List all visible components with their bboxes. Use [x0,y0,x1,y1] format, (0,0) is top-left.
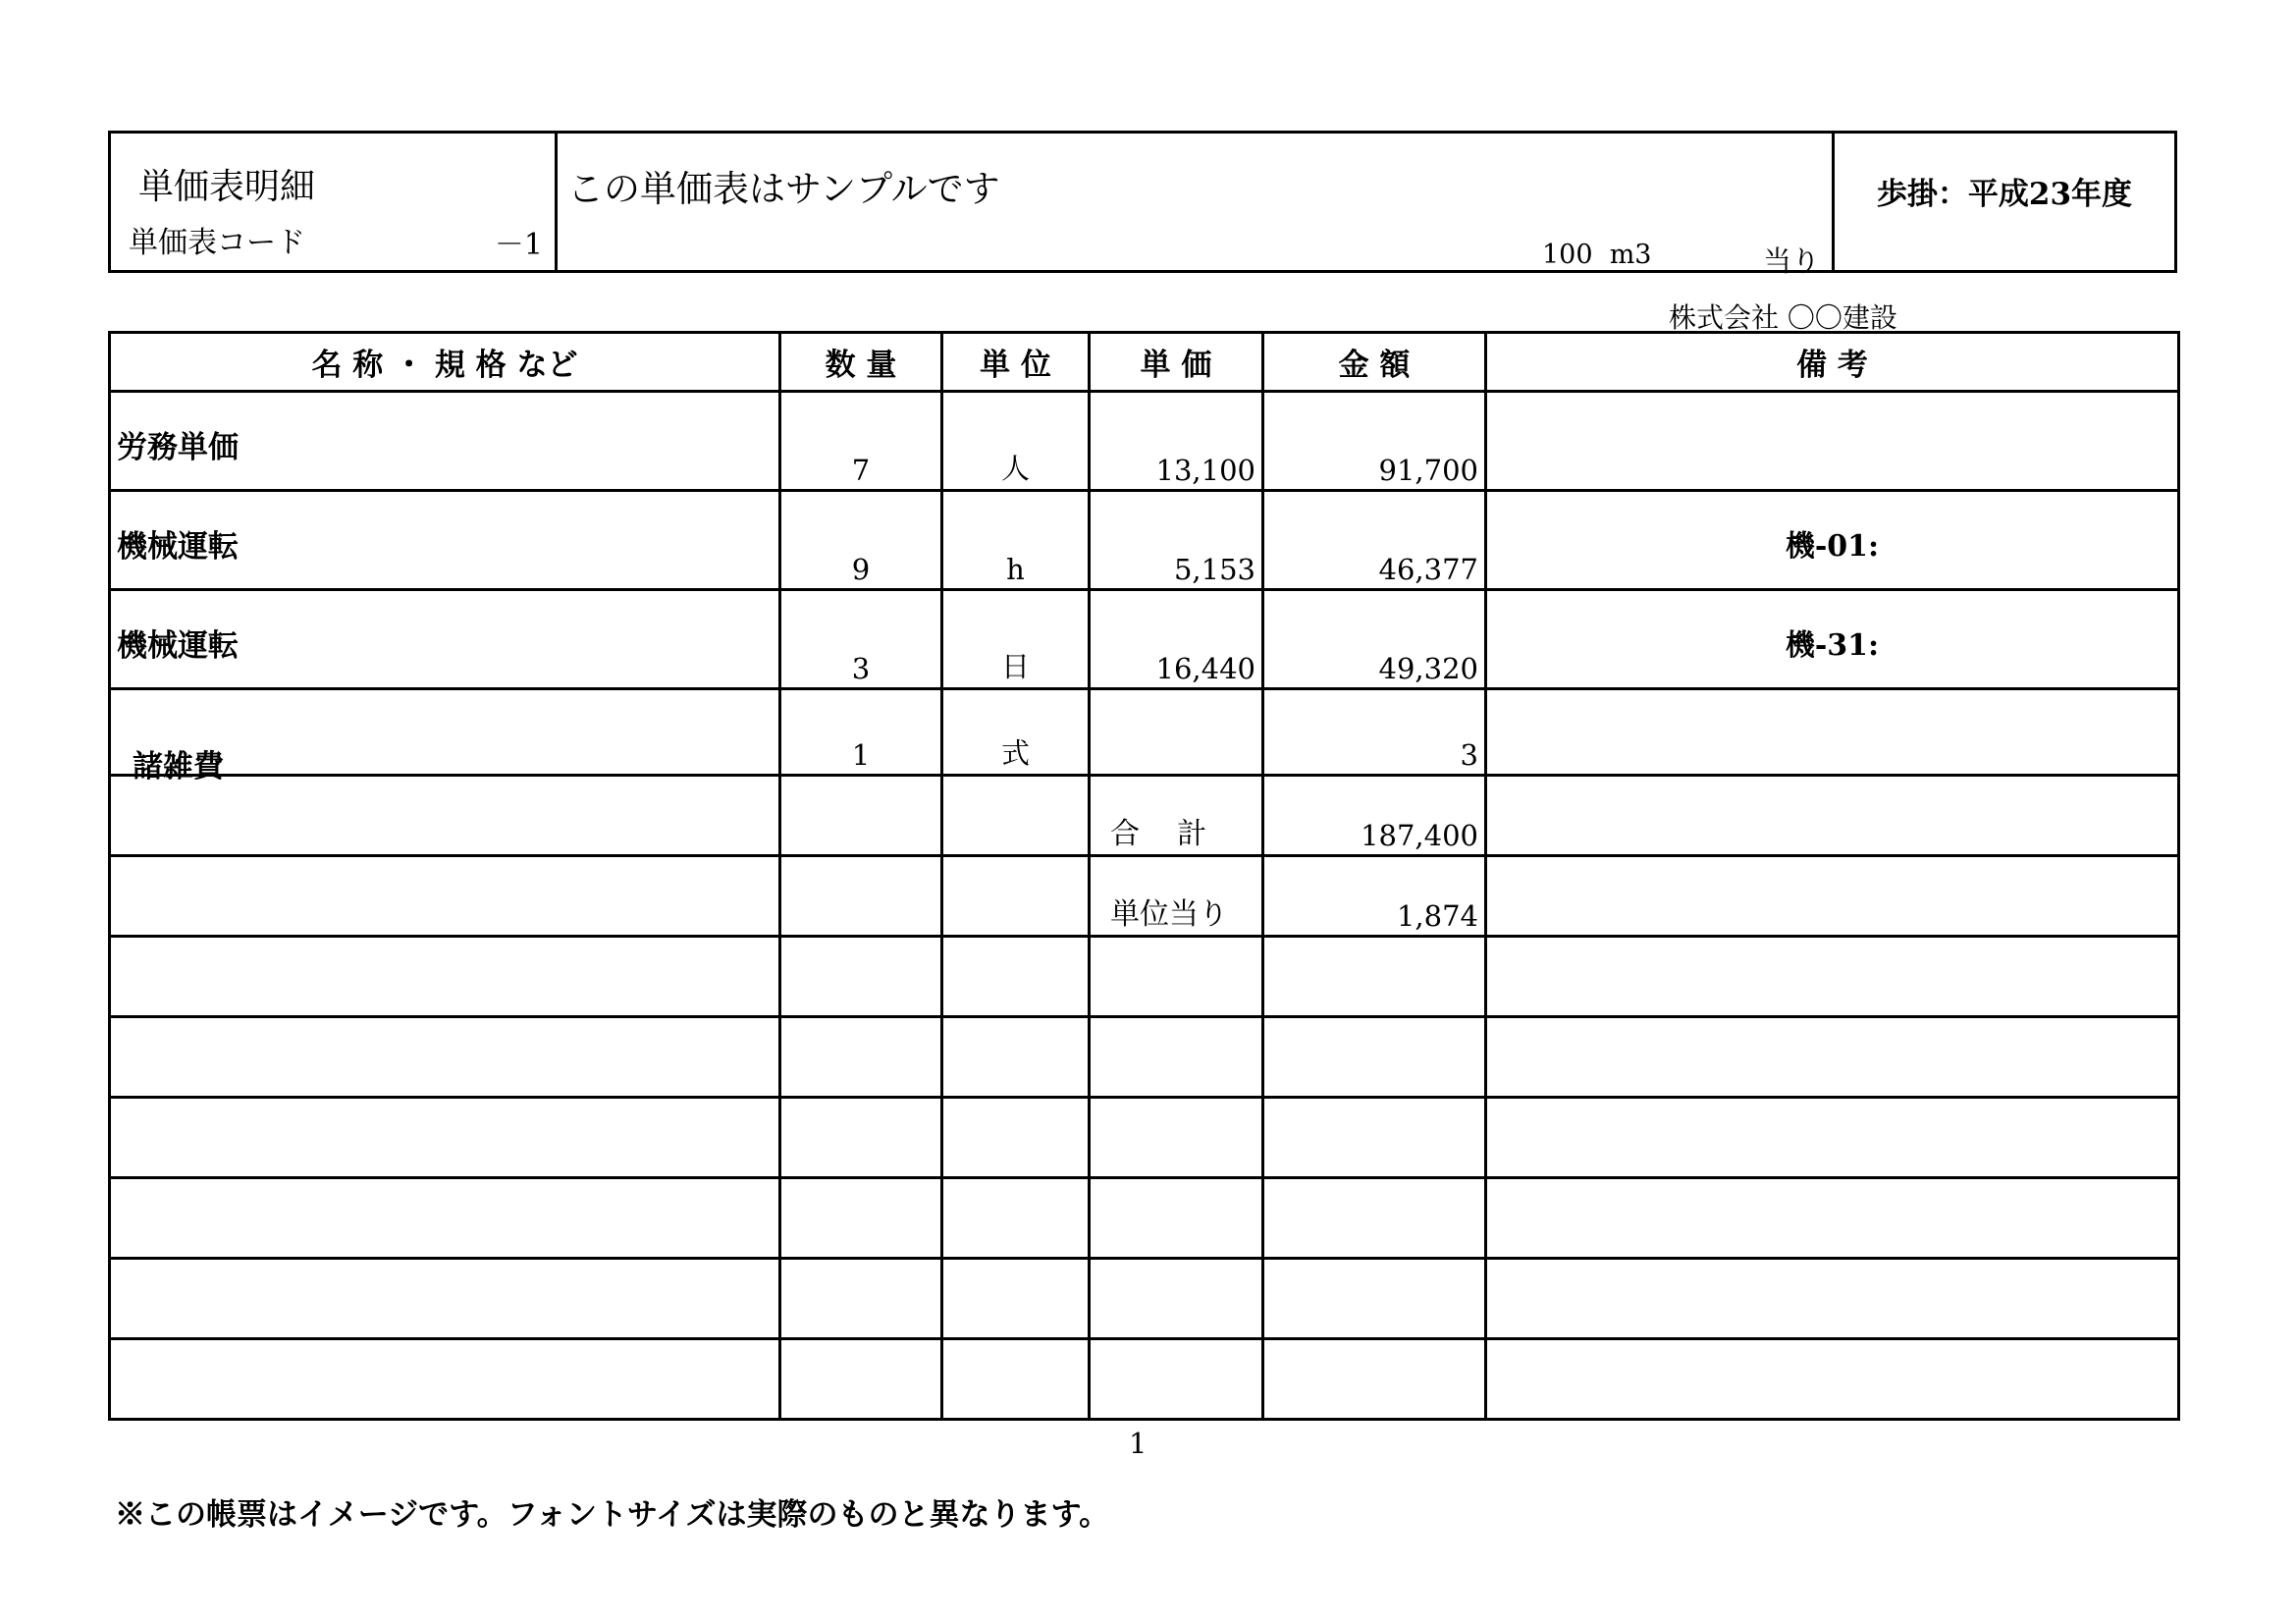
empty-cell [1486,856,2179,937]
empty-cell [110,1339,780,1420]
item-remarks: 機-31: [1785,628,1880,663]
empty-cell [780,856,942,937]
header-box [108,131,2177,278]
header-unit: 単 位 [942,333,1090,392]
row-name-cell [110,590,780,689]
header-title-cell [111,134,558,270]
row-qty-cell [780,590,942,689]
empty-row [110,937,2179,1017]
sample-notice: この単価表はサンプルです [567,168,1000,210]
empty-cell [942,1098,1090,1178]
empty-cell [110,1017,780,1098]
table-row [110,491,2179,590]
total-label-cell [1090,776,1263,856]
row-price-cell [1090,491,1263,590]
page-number: 1 [1129,1427,1148,1460]
empty-cell [110,937,780,1017]
item-amount: 3 [1460,738,1478,772]
empty-cell [942,1339,1090,1420]
row-amount-cell [1263,590,1486,689]
empty-cell [1263,937,1486,1017]
header-quantity: 数 量 [780,333,942,392]
item-unit: 日 [1000,650,1030,683]
per-label: 当り [1762,244,1820,278]
total-row [110,776,2179,856]
total-amount-cell [1263,776,1486,856]
empty-cell [1090,1259,1263,1339]
code-value: －1 [494,228,543,262]
empty-cell [1486,937,2179,1017]
item-name: 諸雑費 [133,749,224,784]
item-unit: 式 [1000,736,1030,770]
item-remarks: 機-01: [1785,529,1880,564]
per-unit-label: 単位当り [1110,897,1228,932]
item-unit-price: 13,100 [1155,454,1255,487]
empty-row [110,1017,2179,1098]
table-row [110,590,2179,689]
empty-row [110,1339,2179,1420]
empty-cell [780,1259,942,1339]
unit-quantity: 100 m3 [1542,240,1652,270]
empty-cell [110,1178,780,1259]
empty-cell [780,937,942,1017]
empty-cell [1263,1098,1486,1178]
header-description-cell [558,134,1835,278]
empty-cell [1263,1178,1486,1259]
item-amount: 49,320 [1378,652,1478,685]
item-quantity: 1 [851,738,871,772]
empty-row [110,1178,2179,1259]
empty-cell [1486,1098,2179,1178]
row-remarks-cell [1486,689,2179,776]
table-header-row [110,333,2179,392]
total-label: 合 計 [1110,817,1207,851]
row-remarks-cell [1486,392,2179,491]
per-unit-row [110,856,2179,937]
empty-row [110,1259,2179,1339]
per-unit-amount-cell [1263,856,1486,937]
rate-year: 歩掛：平成23年度 [1876,177,2133,212]
header-unit-price: 単 価 [1090,333,1263,392]
empty-cell [110,1098,780,1178]
row-qty-cell [780,491,942,590]
empty-cell [1263,1339,1486,1420]
empty-cell [110,1259,780,1339]
item-unit-price: 16,440 [1155,652,1255,685]
item-amount: 46,377 [1378,553,1478,586]
total-amount: 187,400 [1361,819,1478,852]
code-label: 単価表コード [129,226,305,260]
row-qty-cell [780,392,942,491]
empty-cell [1263,1259,1486,1339]
empty-cell [780,1017,942,1098]
per-unit-amount: 1,874 [1396,899,1478,933]
empty-cell [1486,1259,2179,1339]
row-remarks-cell [1486,590,2179,689]
item-unit: h [1006,553,1025,586]
empty-cell [1486,776,2179,856]
item-name: 機械運転 [117,529,239,565]
item-quantity: 7 [851,454,871,487]
item-amount: 91,700 [1378,454,1478,487]
empty-cell [1263,1017,1486,1098]
row-qty-cell [780,689,942,776]
empty-cell [780,776,942,856]
table-row [110,392,2179,491]
row-price-cell [1090,689,1263,776]
document-title: 単価表明細 [138,167,316,207]
row-unit-cell [942,491,1090,590]
row-unit-cell [942,689,1090,776]
item-name: 労務単価 [117,430,239,465]
row-name-cell [110,392,780,491]
row-unit-cell [942,392,1090,491]
empty-cell [1486,1339,2179,1420]
row-name-cell [110,689,780,784]
empty-cell [780,1339,942,1420]
empty-cell [1090,1017,1263,1098]
row-price-cell [1090,392,1263,491]
empty-cell [1090,1339,1263,1420]
empty-cell [942,1178,1090,1259]
empty-cell [942,1017,1090,1098]
row-amount-cell [1263,491,1486,590]
header-name: 名 称 ・ 規 格 など [110,333,780,392]
empty-cell [1486,1017,2179,1098]
empty-cell [110,856,780,937]
empty-cell [110,776,780,856]
empty-cell [1090,1178,1263,1259]
empty-cell [1090,1098,1263,1178]
empty-row [110,1098,2179,1178]
empty-cell [942,937,1090,1017]
item-name: 機械運転 [117,628,239,664]
empty-cell [1090,937,1263,1017]
row-remarks-cell [1486,491,2179,590]
unit-price-table [108,331,2180,1421]
row-unit-cell [942,590,1090,689]
company-name: 株式会社 〇〇建設 [1669,301,1897,334]
row-name-cell [110,491,780,590]
header-remarks: 備 考 [1486,333,2179,392]
item-quantity: 9 [851,553,871,586]
header-rate-cell [1835,134,2174,270]
row-price-cell [1090,590,1263,689]
item-quantity: 3 [851,652,871,685]
row-amount-cell [1263,392,1486,491]
item-unit-price: 5,153 [1173,553,1255,586]
empty-cell [1486,1178,2179,1259]
empty-cell [942,856,1090,937]
row-amount-cell [1263,689,1486,776]
empty-cell [942,776,1090,856]
footer-note: ※この帳票はイメージです。フォントサイズは実際のものと異なります。 [115,1497,1110,1533]
table-row [110,689,2179,776]
empty-cell [780,1098,942,1178]
item-unit: 人 [1000,452,1030,485]
header-amount: 金 額 [1263,333,1486,392]
empty-cell [780,1178,942,1259]
empty-cell [942,1259,1090,1339]
per-unit-label-cell [1090,856,1263,937]
